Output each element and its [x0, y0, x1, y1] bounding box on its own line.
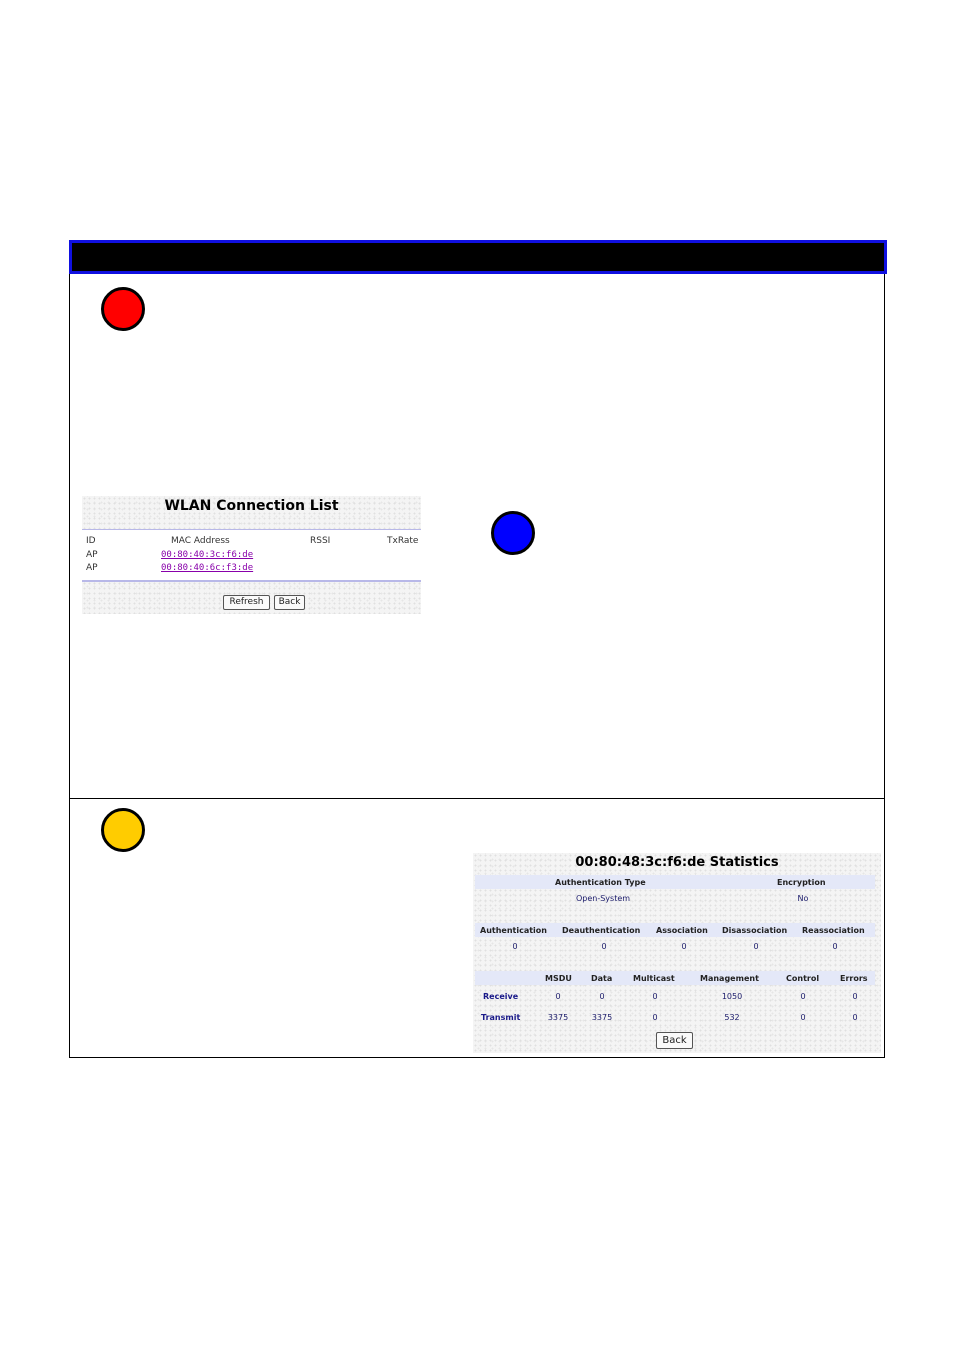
transmit-value: 3375 — [591, 1013, 613, 1022]
event-header-deauthentication: Deauthentication — [562, 926, 641, 935]
column-header-mac: MAC Address — [171, 536, 230, 546]
transmit-row-label: Transmit — [481, 1013, 521, 1022]
table-row-id: AP — [86, 550, 98, 560]
frame-header-data: Data — [591, 974, 613, 983]
column-header-txrate: TxRate — [387, 536, 419, 546]
header-bar — [69, 240, 887, 274]
section-divider — [69, 798, 885, 799]
event-header-authentication: Authentication — [480, 926, 547, 935]
receive-row-label: Receive — [483, 992, 519, 1001]
event-header-reassociation: Reassociation — [802, 926, 865, 935]
frame-header-control: Control — [786, 974, 820, 983]
receive-value: 0 — [800, 992, 806, 1001]
statistics-title: 00:80:48:3c:f6:de Statistics — [575, 855, 779, 870]
mac-address-link[interactable]: 00:80:40:6c:f3:de — [161, 563, 254, 573]
transmit-value: 0 — [852, 1013, 858, 1022]
column-header-rssi: RSSI — [310, 536, 331, 546]
encryption-value: No — [797, 894, 809, 903]
transmit-value: 3375 — [547, 1013, 569, 1022]
transmit-value: 0 — [652, 1013, 658, 1022]
back-button[interactable]: Back — [274, 595, 305, 610]
receive-value: 0 — [852, 992, 858, 1001]
yellow-marker-icon — [101, 808, 145, 852]
receive-value: 0 — [555, 992, 561, 1001]
event-header-disassociation: Disassociation — [722, 926, 788, 935]
event-value: 0 — [512, 942, 518, 951]
frame-header-errors: Errors — [840, 974, 868, 983]
event-header-association: Association — [656, 926, 708, 935]
encryption-header: Encryption — [777, 878, 826, 887]
receive-value: 0 — [652, 992, 658, 1001]
authentication-type-header: Authentication Type — [555, 878, 646, 887]
frame-header-msdu: MSDU — [545, 974, 572, 983]
column-header-id: ID — [86, 536, 96, 546]
receive-value: 0 — [599, 992, 605, 1001]
blue-marker-icon — [491, 511, 535, 555]
event-value: 0 — [681, 942, 687, 951]
event-value: 0 — [832, 942, 838, 951]
wlan-list-title: WLAN Connection List — [164, 498, 339, 514]
red-marker-icon — [101, 287, 145, 331]
frame-header-multicast: Multicast — [633, 974, 675, 983]
authentication-type-value: Open-System — [575, 894, 631, 903]
wlan-connection-list-panel — [82, 496, 421, 614]
wlan-list-table — [82, 529, 421, 582]
mac-address-link[interactable]: 00:80:40:3c:f6:de — [161, 550, 254, 560]
receive-value: 1050 — [721, 992, 743, 1001]
table-row-id: AP — [86, 563, 98, 573]
event-value: 0 — [753, 942, 759, 951]
transmit-value: 0 — [800, 1013, 806, 1022]
transmit-value: 532 — [724, 1013, 740, 1022]
event-value: 0 — [601, 942, 607, 951]
station-statistics-panel — [473, 853, 881, 1053]
frame-header-management: Management — [700, 974, 759, 983]
back-button[interactable]: Back — [656, 1032, 693, 1049]
refresh-button[interactable]: Refresh — [223, 595, 270, 610]
